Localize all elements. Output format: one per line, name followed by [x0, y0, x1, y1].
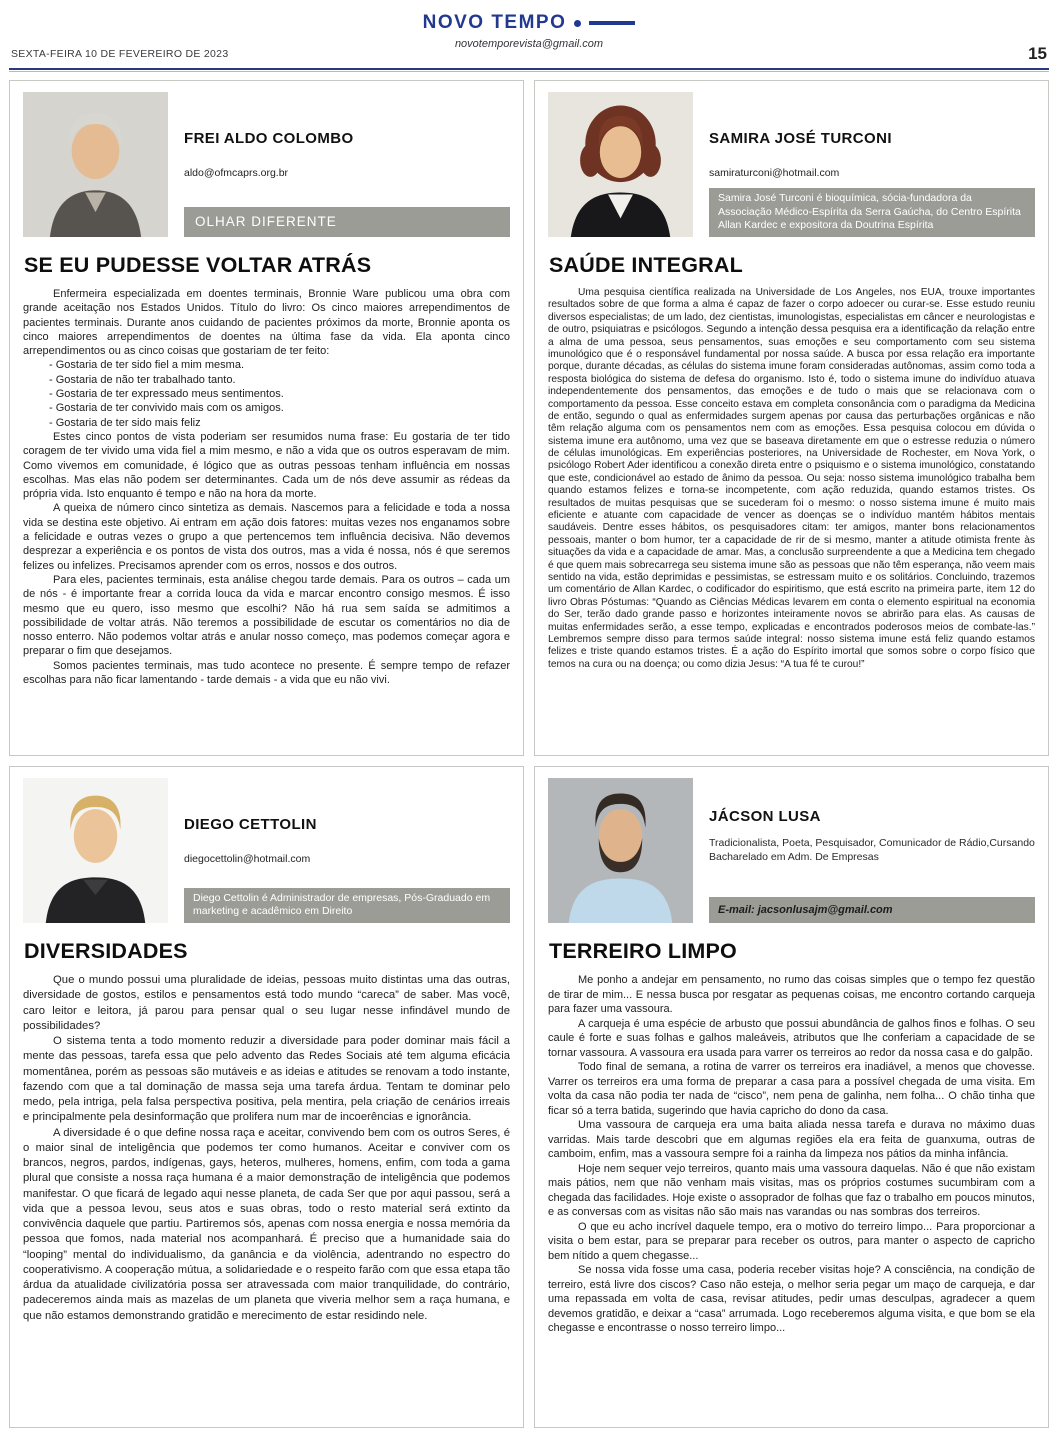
masthead-title: NOVO TEMPO: [422, 12, 567, 33]
header-divider: [9, 68, 1049, 72]
article-body: [23, 973, 510, 1324]
article-paragraph: Uma vassoura de carqueja era uma baita aliada nessa tarefa e durava no máximo duas varridas. Mais tarde descobri que em algumas regiões ela era feita de guanxuma, outras de camboim, enfim, mas a vassoura sempre foi a rainha da limpeza nos pátios da minha infância.: [548, 1119, 1035, 1161]
article-paragraph: Para eles, pacientes terminais, esta análise chegou tarde demais. Para os outros – cada um de nós - é importante frear a corrida louca da vida e marcar encontro consigo mesmos. É isso mesmo que eu quero, isso mesmo que escolhi? Não há rua sem saída se admitimos a possibilidade de voltar atrás. Não teremos a possibilidade de escutar os comentários no dia de nosso enterro. Não podemos voltar atrás e anular nosso começo, mas podemos começar agora e preparar o fim que desejamos.: [23, 573, 510, 658]
masthead-email: novotemporevista@gmail.com: [454, 38, 604, 50]
article-headline: DIVERSIDADES: [24, 939, 188, 963]
article-paragraph: O que eu acho incrível daquele tempo, era o motivo do terreiro limpo... Para proporcionar a visita o bem estar, para se preparar para receber os outros, para manter o aspecto de capricho bem nítido a quem chegasse...: [548, 1220, 1035, 1262]
article-paragraph: Estes cinco pontos de vista poderiam ser resumidos numa frase: Eu gostaria de ter tido coragem de ter vivido uma vida fiel a mim mesmo, e não a vida que os outros esperavam de mim. Como vivemos em comunidade, é lógico que as outras pessoas tenham influência em nossas escolhas. Mas elas não podem ser determinantes. Cada um de nós deve assumir as rédeas da própria vida. Isto enquanto é tempo e não na hora da morte.: [23, 430, 510, 501]
article-body: [23, 287, 510, 687]
author-name: SAMIRA JOSÉ TURCONI: [709, 130, 892, 147]
article-paragraph: Que o mundo possui uma pluralidade de ideias, pessoas muito distintas uma das outras, diversidade de gostos, estilos e pensamentos está todo mundo “careca” de saber. Mas você, caro leitor e leitora, já parou para pensar qual o seu lugar nesse infindável mundo de possibilidades?: [23, 974, 510, 1032]
article-paragraph: Uma pesquisa científica realizada na Universidade de Los Angeles, nos EUA, trouxe importantes resultados sobre de que forma a alma é capaz de fazer o corpo adoecer ou curar-se. Esse estudo reuniu diversos especialistas; de um lado, dez cientistas, imunologistas, especialistas em câncer e neurologistas e de outro, psiquiatras e psicólogos. Segundo a intenção dessa pesquisa era a identificação da relação entre a alma de uma pessoa, seus pensamentos, suas emoções e seu comportamento com seu sistema imunológico que é o responsável fundamental por nossa saúde. A busca por essa relação era importante porque, durante décadas, as células do sistema imune foram consideradas autônomas, assim como toda a resposta biológica do sistema de defesa do organismo. Isto é, todo o sistema imune do indivíduo atuava independentemente dos pensamentos, das emoções e de tudo o mais que se relacionava com o comportamento da pessoa. Esse conceito estava em completa consonância com o paradigma da Medicina de então, segundo o qual as enfermidades surgem apenas por causa das perturbações orgânicas e não têm relação alguma com os pensamentos nem com as emoções. Essa pesquisa colocou em dúvida o sistema imune era autônomo, uma vez que se baseava diretamente em que o estresse reduzia o número de células imunológicas. Em experiências posteriores, na Universidade de Rochester, em Nova York, o psicólogo Robert Ader identificou a conexão direta entre o psiquismo e o sistema imunológico, constatando que este, condicionável ao estado de ânimo da pessoa. Ou seja: nosso sistema imunológico trabalha bem quando estamos felizes e torna-se incompetente, com ação reduzida, quando estamos tristes. Os resultados de muitas pesquisas que se sucederam foi o mesmo: o nosso sistema imune é muito mais eficiente e atuante com capacidade de vencer as doenças se o indivíduo mantém hábitos mentais saudáveis. Dentre esses hábitos, os pesquisadores citam: ter amigos, manter bons relacionamentos pessoais, manter o bom humor, ter a capacidade de rir de si mesmo, manter a atitude otimista frente às situações da vida e a capacidade de amar. Mas, a conclusão surpreendente a que a Medicina tem chegado é que quem mais sobrecarrega seu sistema imune são as pessoas que não têm esperança, não veem mais sentido na vida, estão deprimidas e pessimistas, se estressam muito e os solitários. Concluindo, trazemos um comentário de Allan Kardec, o codificador do espiritismo, que está escrito na primeira parte, item 12 do livro Obras Póstumas: “Quando as Ciências Médicas levarem em conta o elemento espiritual na economia do Ser, terão dado grande passo e horizontes inteiramente novos se abrirão para elas. As causas de muitas enfermidades serão, a esse tempo, explicadas e encontrados poderosos meios de combate-las.” Lembremos sempre disso para termos saúde integral: nosso sistema imune está feliz quando estamos felizes e triste quando estamos tristes. É a ação do Espírito imortal que somos sobre o corpo físico que temos na cura ou na doença; ou como dizia Jesus: “A tua fé te curou!”: [548, 287, 1036, 670]
article-terreiro-limpo: [534, 766, 1049, 1428]
portrait-illustration: [548, 778, 693, 923]
portrait-illustration: [548, 92, 693, 237]
article-paragraph: Me ponho a andejar em pensamento, no rumo das coisas simples que o tempo fez questão de tirar de mim... E nessa busca por resgatar as pequenas coisas, me encontro cortando carqueja para fazer uma vassoura.: [548, 974, 1035, 1016]
article-paragraph: - Gostaria de não ter trabalhado tanto.: [49, 373, 236, 386]
author-name: FREI ALDO COLOMBO: [184, 130, 354, 147]
article-body: [548, 973, 1035, 1336]
author-header: [548, 92, 1035, 237]
edition-date: SEXTA-FEIRA 10 DE FEVEREIRO DE 2023: [11, 48, 229, 60]
article-paragraph: - Gostaria de ter sido fiel a mim mesma.: [49, 359, 245, 372]
article-grid: [9, 80, 1049, 1428]
author-email: samiraturconi@hotmail.com: [709, 167, 840, 179]
author-bio-bar: Diego Cettolin é Administrador de empresas, Pós-Graduado em marketing e acadêmico em Direito: [184, 888, 510, 923]
article-paragraph: - Gostaria de ter sido mais feliz: [49, 416, 201, 429]
article-body: [548, 287, 1035, 671]
masthead-dot-icon: [574, 20, 581, 27]
column-title-bar: OLHAR DIFERENTE: [184, 207, 510, 237]
portrait-illustration: [23, 92, 168, 237]
author-bio-bar: Samira José Turconi é bioquímica, sócia-fundadora da Associação Médico-Espírita da Serra Gaúcha, do Centro Espírita Allan Kardec e expositora da Doutrina Espírita: [709, 188, 1035, 237]
author-photo-jacson: [548, 778, 693, 923]
article-paragraph: A carqueja é uma espécie de arbusto que possui abundância de galhos finos e folhas. O seu caule é forte e suas folhas e galhos maleáveis, atributos que lhe conferiam a capacidade de se tornar vassoura. A vassoura era usada para varrer os terreiros ao redor da nossa casa e do galpão.: [548, 1017, 1035, 1059]
author-header: [23, 92, 510, 237]
article-headline: SAÚDE INTEGRAL: [549, 253, 743, 277]
author-meta: [184, 92, 510, 237]
article-paragraph: O sistema tenta a todo momento reduzir a diversidade para poder dominar mais fácil a mente das pessoas, tarefa essa que pelo advento das Redes Sociais até tem alguma eficácia momentânea, porém as pessoas são mutáveis e as ideias e atitudes se renovam a todo instante, fazendo com que a tal dominação de massa seja uma tarefa árdua. Tentam te dominar pelo medo, pela intriga, pela falsa perspectiva positiva, pela mentira, pela criação de cenários irreais e principalmente pela desinformação que prolifera num mar de incoerências e ignorância.: [23, 1035, 510, 1124]
author-email: diegocettolin@hotmail.com: [184, 853, 311, 865]
author-bio: Tradicionalista, Poeta, Pesquisador, Comunicador de Rádio,Cursando Bacharelado em Adm. De Empresas: [709, 837, 1035, 863]
article-diversidades: [9, 766, 524, 1428]
article-headline: SE EU PUDESSE VOLTAR ATRÁS: [24, 253, 372, 277]
author-email-bar: E-mail: jacsonlusajm@gmail.com: [709, 897, 1035, 923]
page-number: 15: [1028, 44, 1047, 63]
article-paragraph: - Gostaria de ter expressado meus sentimentos.: [49, 388, 284, 401]
author-meta: [184, 778, 510, 923]
author-header: [548, 778, 1035, 923]
article-paragraph: Somos pacientes terminais, mas tudo acontece no presente. É sempre tempo de refazer escolhas para não ficar lamentando - tarde demais - a vida que eu não vivi.: [23, 659, 510, 687]
author-photo-samira: [548, 92, 693, 237]
article-paragraph: A diversidade é o que define nossa raça e aceitar, convivendo bem com os outros Seres, é o maior sinal de inteligência que podemos ter como humanos. Aceitar e conviver com os brancos, negros, pardos, indígenas, gays, heteros, mulheres, homens, enfim, com toda a gama plural que consiste a nossa raça humana é a maior demonstração de inteligência que podemos manifestar. O que ficará de legado aqui nesse planeta, de cada Ser que por aqui passou, será a vida que a pessoa levou, seus atos e suas obras, todo o resto material será extinto da convivência daquele que partiu. Partiremos sós, apenas com nossa energia e nossa memória da pessoa que fomos, nada material nos acompanhará. É preciso que a humanidade saia do “looping” mental do individualismo, da ganância e da violência, adentrando no espectro do cooperativismo. A cooperação mútua, a solidariedade e o respeito farão com que essa etapa tão árdua da atualidade civilizatória possa ser atravessada com maior tranquilidade, do contrário, padeceremos ainda mais as mazelas de um planeta que viveria melhor sem a raça humana, e que não estamos demonstrando gratidão e merecimento de estar residindo nele.: [23, 1126, 510, 1322]
author-photo-frei-aldo: [23, 92, 168, 237]
portrait-illustration: [23, 778, 168, 923]
author-header: [23, 778, 510, 923]
page-header: [9, 6, 1049, 68]
article-saude-integral: [534, 80, 1049, 756]
author-name: DIEGO CETTOLIN: [184, 816, 317, 833]
article-paragraph: A queixa de número cinco sintetiza as demais. Nascemos para a felicidade e toda a nossa vida se destina este objetivo. Ai entram em ação dois fatores: muitas vezes nos enganamos sobre a felicidade e outras vezes o grupo a que pertencemos tem influência decisiva. Não devemos desprezar a experiência e os pontos de vista dos outros, mas a vida é nossa, nós é que seremos felizes ou infelizes. Precisamos aprender com os erros, nossos e dos outros.: [23, 502, 510, 572]
article-paragraph: Todo final de semana, a rotina de varrer os terreiros era inadiável, a menos que chovesse. Varrer os terreiros era uma forma de preparar a casa para a possível chegada de uma visita. Em volta da casa não podia ter nada de “cisco”, nem pena de galinha, nem folha... O chão tinha que ficar só a terra batida, sugerindo que havia capricho do dono da casa.: [548, 1061, 1035, 1117]
article-paragraph: - Gostaria de ter convivido mais com os amigos.: [49, 402, 284, 415]
author-meta: [709, 92, 1035, 237]
article-paragraph: Enfermeira especializada em doentes terminais, Bronnie Ware publicou uma obra com grande aceitação nos Estados Unidos. Título do livro: Os cinco maiores arrependimentos de pacientes terminais. Durante anos cuidando de pacientes próximos da morte, Bronnie aponta os cinco maiores arrependimentos de doentes na última fase da vida. Ela aponta cinco arrependimentos ou as cinco coisas que gostariam de ter feito:: [23, 288, 510, 358]
author-email: aldo@ofmcaprs.org.br: [184, 167, 289, 179]
masthead-rule-icon: [589, 21, 635, 25]
article-headline: TERREIRO LIMPO: [549, 939, 737, 963]
author-meta: [709, 778, 1035, 923]
author-photo-diego: [23, 778, 168, 923]
article-paragraph: Se nossa vida fosse uma casa, poderia receber visitas hoje? A consciência, na condição de terreiro, está livre dos ciscos? Caso não esteja, o melhor seria pegar um maço de carqueja, e dar uma repassada em volta de casa, revisar atitudes, pedir umas desculpas, agradecer a quem devemos gratidão, e deixar a “casa” arrumada. Logo receberemos alguma visita, e que bom se ela chegasse e encontrasse o nosso terreiro limpo...: [548, 1264, 1035, 1335]
article-paragraph: Hoje nem sequer vejo terreiros, quanto mais uma vassoura daquelas. Não é que não existam mais pátios, nem que não venham mais visitas, mas os próprios costumes sucumbiram com a chegada das facilidades. Hoje existe o assoprador de folhas que faz o trabalho em poucos minutos, e as conversas com as visitas não são mais nas varandas ou nas sombras dos terreiros.: [548, 1162, 1035, 1219]
article-olhar-diferente: [9, 80, 524, 756]
author-name: JÁCSON LUSA: [709, 808, 821, 825]
